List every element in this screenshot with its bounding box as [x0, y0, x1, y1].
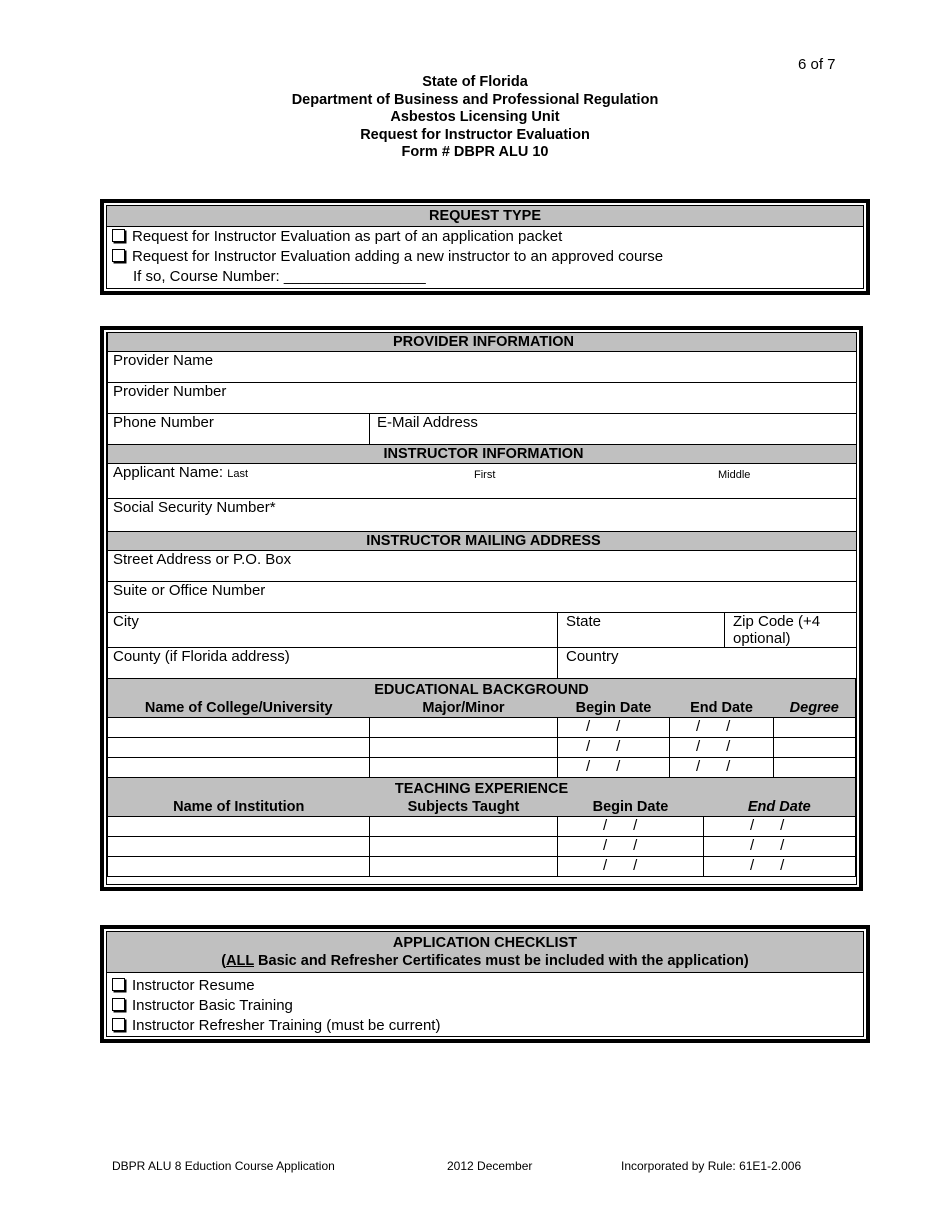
col-college: Name of College/University: [108, 699, 370, 718]
major-cell[interactable]: [370, 718, 558, 738]
email-address-field[interactable]: E-Mail Address: [370, 414, 858, 445]
col-teach-begin: Begin Date: [558, 798, 704, 817]
header-form-title: Request for Instructor Evaluation: [360, 126, 590, 143]
education-row: [108, 758, 856, 778]
last-name-label: Last: [227, 468, 249, 480]
degree-cell[interactable]: [774, 718, 856, 738]
col-institution: Name of Institution: [108, 798, 370, 817]
education-row: [108, 738, 856, 758]
header-unit: Asbestos Licensing Unit: [390, 109, 560, 125]
checkbox-icon[interactable]: [112, 978, 125, 991]
college-cell[interactable]: [108, 718, 370, 738]
checklist-item-resume[interactable]: Instructor Resume: [107, 976, 863, 996]
city-field[interactable]: City: [108, 613, 558, 648]
subjects-cell[interactable]: [370, 817, 558, 837]
request-option-application[interactable]: Request for Instructor Evaluation as part of an application packet: [107, 227, 863, 247]
teach-begin-cell[interactable]: / /: [558, 857, 704, 877]
header-form-number: Form # DBPR ALU 10: [401, 144, 549, 160]
teaching-row: [108, 857, 856, 877]
teach-begin-cell[interactable]: / /: [558, 837, 704, 857]
college-cell[interactable]: [108, 758, 370, 778]
col-degree: Degree: [774, 699, 856, 718]
begin-date-cell[interactable]: / /: [558, 758, 670, 778]
zip-code-field[interactable]: Zip Code (+4 optional): [725, 613, 858, 648]
application-checklist-section: [100, 925, 870, 1043]
subjects-cell[interactable]: [370, 857, 558, 877]
teaching-table: [107, 777, 856, 877]
middle-name-label: Middle: [718, 469, 751, 481]
col-major: Major/Minor: [370, 699, 558, 718]
suite-number-field[interactable]: Suite or Office Number: [108, 582, 858, 613]
ssn-field[interactable]: Social Security Number*: [108, 499, 858, 532]
teach-end-cell[interactable]: / /: [704, 857, 856, 877]
education-title: EDUCATIONAL BACKGROUND: [108, 679, 856, 700]
provider-instructor-section: [100, 326, 863, 891]
checkbox-icon[interactable]: [112, 249, 125, 262]
subjects-cell[interactable]: [370, 837, 558, 857]
teaching-row: [108, 817, 856, 837]
applicant-name-field[interactable]: Applicant Name: Last First Middle: [108, 464, 858, 499]
col-begin-date: Begin Date: [558, 699, 670, 718]
country-field[interactable]: Country: [558, 648, 858, 679]
checkbox-icon[interactable]: [112, 998, 125, 1011]
checkbox-icon[interactable]: [112, 229, 125, 242]
header-state: State of Florida: [422, 74, 528, 90]
state-field[interactable]: State: [558, 613, 725, 648]
teaching-title: TEACHING EXPERIENCE: [108, 778, 856, 799]
teach-begin-cell[interactable]: / /: [558, 817, 704, 837]
mailing-address-title: INSTRUCTOR MAILING ADDRESS: [108, 532, 858, 551]
major-cell[interactable]: [370, 738, 558, 758]
degree-cell[interactable]: [774, 738, 856, 758]
provider-number-field[interactable]: Provider Number: [108, 383, 858, 414]
begin-date-cell[interactable]: / /: [558, 718, 670, 738]
col-end-date: End Date: [670, 699, 774, 718]
college-cell[interactable]: [108, 738, 370, 758]
end-date-cell[interactable]: / /: [670, 758, 774, 778]
request-option-new-instructor[interactable]: Request for Instructor Evaluation adding a new instructor to an approved course: [107, 247, 863, 267]
checklist-subtitle: (ALL Basic and Refresher Certificates must be included with the application): [221, 953, 749, 969]
footer-rule: Incorporated by Rule: 61E1-2.006: [621, 1159, 802, 1173]
request-type-title: REQUEST TYPE: [107, 206, 863, 227]
checklist-item-basic-training[interactable]: Instructor Basic Training: [107, 996, 863, 1016]
course-number-field[interactable]: If so, Course Number: _________________: [133, 268, 426, 285]
end-date-cell[interactable]: / /: [670, 718, 774, 738]
institution-cell[interactable]: [108, 817, 370, 837]
form-header: [0, 74, 950, 162]
county-field[interactable]: County (if Florida address): [108, 648, 558, 679]
phone-number-field[interactable]: Phone Number: [108, 414, 370, 445]
teach-end-cell[interactable]: / /: [704, 837, 856, 857]
institution-cell[interactable]: [108, 837, 370, 857]
checklist-header: [107, 932, 863, 973]
provider-info-title: PROVIDER INFORMATION: [108, 333, 858, 352]
teaching-row: [108, 837, 856, 857]
page-number: 6 of 7: [798, 56, 836, 73]
footer-form-name: DBPR ALU 8 Eduction Course Application: [112, 1159, 335, 1173]
checkbox-icon[interactable]: [112, 1018, 125, 1031]
teach-end-cell[interactable]: / /: [704, 817, 856, 837]
education-row: [108, 718, 856, 738]
instructor-info-title: INSTRUCTOR INFORMATION: [108, 445, 858, 464]
col-teach-end: End Date: [704, 798, 856, 817]
end-date-cell[interactable]: / /: [670, 738, 774, 758]
col-subjects: Subjects Taught: [370, 798, 558, 817]
request-type-section: [100, 199, 870, 295]
street-address-field[interactable]: Street Address or P.O. Box: [108, 551, 858, 582]
institution-cell[interactable]: [108, 857, 370, 877]
begin-date-cell[interactable]: / /: [558, 738, 670, 758]
checklist-title: APPLICATION CHECKLIST: [392, 935, 578, 951]
checklist-item-refresher-training[interactable]: Instructor Refresher Training (must be current): [107, 1016, 863, 1036]
first-name-label: First: [474, 469, 496, 481]
education-table: [107, 678, 856, 778]
major-cell[interactable]: [370, 758, 558, 778]
degree-cell[interactable]: [774, 758, 856, 778]
provider-name-field[interactable]: Provider Name: [108, 352, 858, 383]
footer-date: 2012 December: [447, 1159, 533, 1173]
header-department: Department of Business and Professional Regulation: [291, 91, 659, 108]
